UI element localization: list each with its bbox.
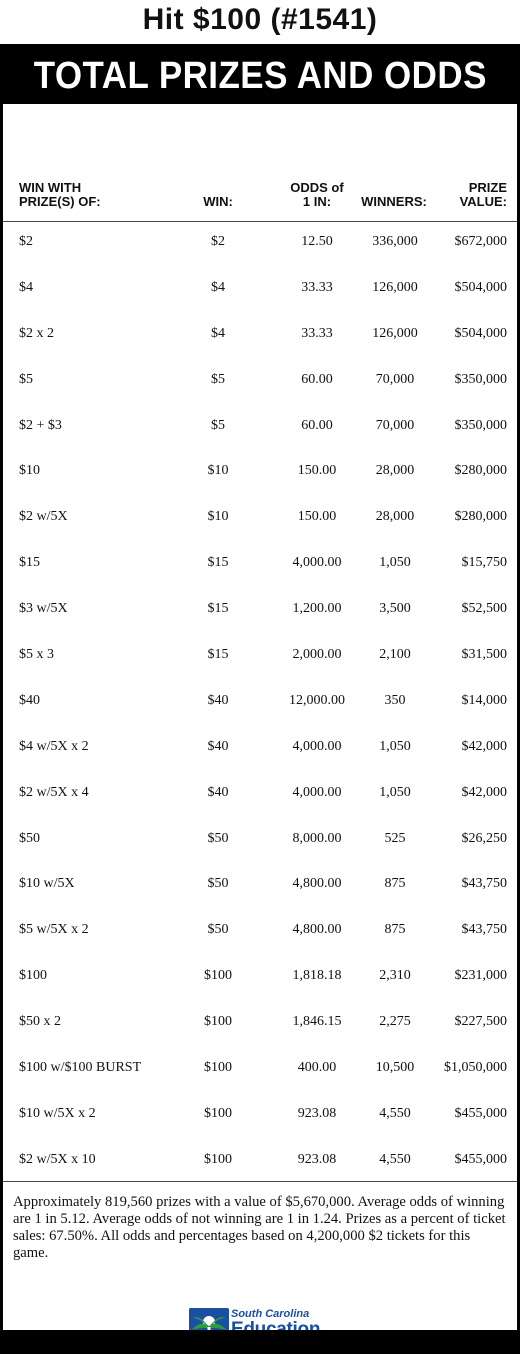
table-row [3,681,517,727]
table-row [3,543,517,589]
table-row [3,727,517,773]
prize-cell: $2 w/5X x 4 [19,784,89,800]
header-win: WIN: [203,194,233,209]
prize-value-cell: $52,500 [461,601,507,617]
win-cell: $10 [207,509,229,525]
odds-cell: 33.33 [301,325,333,341]
win-cell: $100 [204,1014,232,1030]
winners-cell: 525 [384,830,406,846]
table-row [3,222,517,268]
prize-cell: $10 w/5X x 2 [19,1105,96,1121]
prize-cell: $5 w/5X x 2 [19,922,89,938]
winners-cell: 126,000 [372,279,418,295]
prize-cell: $2 w/5X [19,509,68,525]
prize-cell: $100 w/$100 BURST [19,1060,142,1076]
odds-cell: 150.00 [297,463,337,479]
prize-value-cell: $42,000 [461,738,507,754]
prize-rows [3,222,517,1186]
table-row [3,910,517,956]
winners-cell: 10,500 [375,1060,415,1076]
odds-cell: 8,000.00 [292,830,342,846]
prize-cell: $40 [19,692,40,708]
prize-value-cell: $15,750 [461,555,507,571]
prize-cell: $10 [19,463,40,479]
header-prize: WIN WITH PRIZE(S) OF: [19,180,101,209]
odds-cell: 923.08 [297,1105,337,1121]
win-cell: $50 [207,922,229,938]
win-cell: $40 [207,738,229,754]
prize-value-cell: $31,500 [461,647,507,663]
prize-cell: $2 + $3 [19,417,62,433]
table-row [3,1002,517,1048]
win-cell: $100 [204,1151,232,1167]
odds-cell: 1,846.15 [292,1014,342,1030]
winners-cell: 350 [384,692,406,708]
header-winners: WINNERS: [361,194,427,209]
prize-cell: $10 w/5X [19,876,75,892]
banner-title: TOTAL PRIZES AND ODDS [3,44,517,104]
win-cell: $5 [211,371,225,387]
winners-cell: 1,050 [379,555,411,571]
table-row [3,864,517,910]
winners-cell: 126,000 [372,325,418,341]
logo-wordmark: South Carolina [231,1308,310,1320]
prize-value-cell: $350,000 [454,417,507,433]
win-cell: $5 [211,417,225,433]
winners-cell: 1,050 [379,738,411,754]
odds-cell: 60.00 [301,417,333,433]
winners-cell: 4,550 [379,1151,411,1167]
odds-cell: 12,000.00 [289,692,345,708]
table-row [3,1140,517,1186]
prize-value-cell: $227,500 [454,1014,507,1030]
winners-cell: 2,310 [379,968,411,984]
prize-value-cell: $231,000 [454,968,507,984]
prize-cell: $5 x 3 [19,647,54,663]
winners-cell: 2,275 [379,1014,411,1030]
odds-cell: 4,000.00 [292,738,342,754]
table-row [3,268,517,314]
table-row [3,1094,517,1140]
win-cell: $100 [204,968,232,984]
odds-cell: 60.00 [301,371,333,387]
win-cell: $2 [211,234,225,249]
win-cell: $15 [207,601,229,617]
winners-cell: 875 [384,922,406,938]
odds-cell: 4,800.00 [292,876,342,892]
winners-cell: 4,550 [379,1105,411,1121]
prize-value-cell: $672,000 [454,234,507,249]
prize-cell: $2 w/5X x 10 [19,1151,96,1167]
header-odds: ODDS of 1 IN: [290,180,344,209]
winners-cell: 70,000 [375,417,415,433]
table-row [3,589,517,635]
prize-table-frame [0,44,520,1354]
winners-cell: 28,000 [375,463,415,479]
prize-value-cell: $26,250 [461,830,507,846]
winners-cell: 2,100 [379,647,411,663]
prize-value-cell: $43,750 [461,876,507,892]
win-cell: $10 [207,463,229,479]
table-row [3,635,517,681]
prize-cell: $50 [19,830,40,846]
prize-cell: $2 x 2 [19,325,54,341]
table-row [3,773,517,819]
prize-value-cell: $455,000 [454,1151,507,1167]
table-row [3,819,517,865]
winners-cell: 70,000 [375,371,415,387]
odds-cell: 1,200.00 [292,601,342,617]
win-cell: $100 [204,1060,232,1076]
winners-cell: 1,050 [379,784,411,800]
win-cell: $50 [207,876,229,892]
prize-value-cell: $504,000 [454,279,507,295]
winners-cell: 875 [384,876,406,892]
odds-cell: 1,818.18 [292,968,342,984]
prize-cell: $2 [19,234,33,249]
prize-value-cell: $43,750 [461,922,507,938]
prize-cell: $50 x 2 [19,1014,61,1030]
odds-cell: 33.33 [301,279,333,295]
prize-value-cell: $280,000 [454,509,507,525]
win-cell: $40 [207,784,229,800]
prize-value-cell: $280,000 [454,463,507,479]
prize-cell: $3 w/5X [19,601,68,617]
table-row [3,314,517,360]
prize-value-cell: $14,000 [461,692,507,708]
winners-cell: 3,500 [379,601,411,617]
win-cell: $100 [204,1105,232,1121]
odds-cell: 12.50 [301,234,333,249]
prize-value-cell: $455,000 [454,1105,507,1121]
bottom-bar [3,1330,517,1354]
prize-value-cell: $42,000 [461,784,507,800]
header-prize-value: PRIZE VALUE: [459,180,507,209]
table-row [3,497,517,543]
odds-cell: 4,000.00 [292,784,342,800]
odds-cell: 400.00 [297,1060,337,1076]
win-cell: $15 [207,647,229,663]
prize-cell: $100 [19,968,47,984]
prize-value-cell: $350,000 [454,371,507,387]
odds-footnote: Approximately 819,560 prizes with a value of $5,670,000. Average odds of winning are 1 in 5.12. Average odds of not winning are 1 in 1.24. Prizes as a percent of ticket sales: 67.50%. All odds and percentages based on 4,200,000 $2 tickets for this game. [3,1181,517,1262]
table-header-row [3,104,517,222]
win-cell: $4 [211,325,225,341]
odds-cell: 150.00 [297,509,337,525]
table-row [3,956,517,1002]
prize-cell: $4 [19,279,33,295]
odds-cell: 923.08 [297,1151,337,1167]
table-row [3,360,517,406]
odds-cell: 4,000.00 [292,555,342,571]
win-cell: $50 [207,830,229,846]
odds-cell: 4,800.00 [292,922,342,938]
win-cell: $15 [207,555,229,571]
win-cell: $4 [211,279,225,295]
prize-value-cell: $504,000 [454,325,507,341]
prize-cell: $15 [19,555,40,571]
prize-cell: $5 [19,371,33,387]
prize-cell: $4 w/5X x 2 [19,738,89,754]
winners-cell: 336,000 [372,234,418,249]
win-cell: $40 [207,692,229,708]
odds-cell: 2,000.00 [292,647,342,663]
prize-value-cell: $1,050,000 [444,1060,507,1076]
table-row [3,451,517,497]
winners-cell: 28,000 [375,509,415,525]
table-row [3,1048,517,1094]
table-row [3,406,517,452]
game-title: Hit $100 (#1541) [142,3,378,36]
